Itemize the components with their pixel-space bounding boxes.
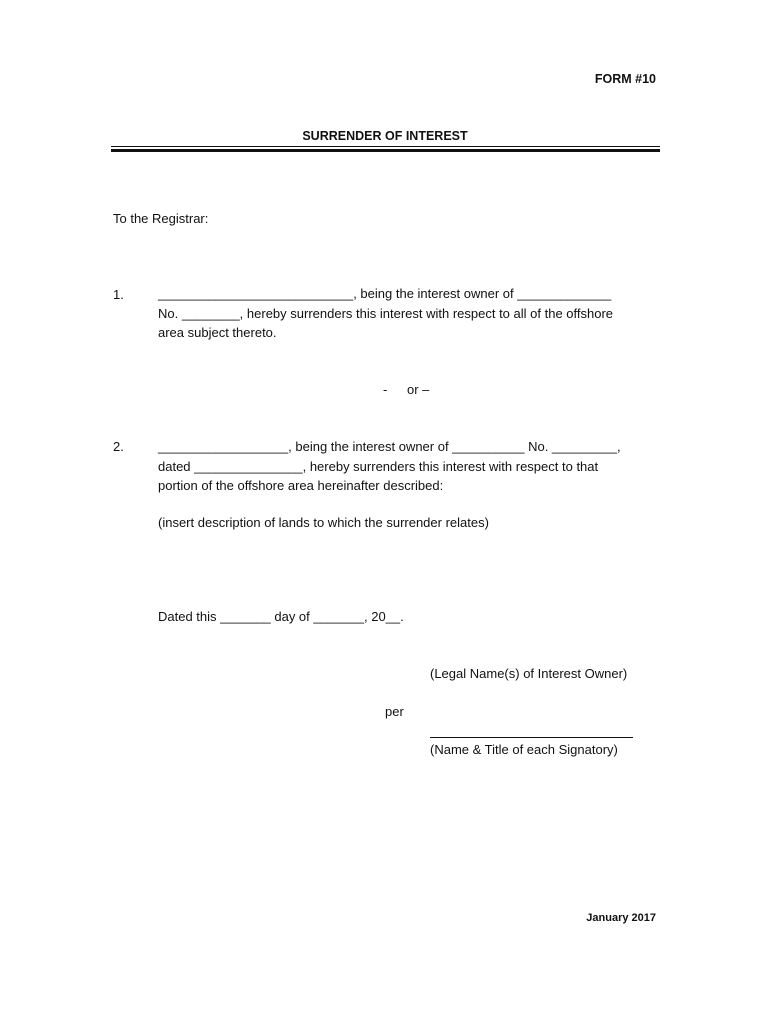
legal-name-caption: (Legal Name(s) of Interest Owner): [430, 666, 628, 681]
title-rule-thin: [111, 146, 660, 147]
option1-number: 1.: [113, 287, 124, 302]
signatory-caption: (Name & Title of each Signatory): [430, 742, 618, 757]
option2-line-2: dated _______________, hereby surrenders this interest with respect to that: [158, 458, 599, 474]
option1-line-2: No. ________, hereby surrenders this interest with respect to all of the offshore: [158, 305, 614, 321]
or-separator: [383, 382, 429, 397]
option1-line-3: area subject thereto.: [158, 325, 277, 340]
option2-line-3: portion of the offshore area hereinafter described:: [158, 478, 444, 493]
or-separator-dash: -: [383, 382, 388, 397]
lands-description-note: (insert description of lands to which the surrender relates): [158, 515, 489, 530]
title-double-rule: [111, 146, 660, 152]
option2-line-1: __________________, being the interest owner of __________ No. _________,: [158, 439, 621, 454]
or-separator-text: or –: [407, 382, 430, 397]
signature-line: [430, 737, 633, 738]
option1-line-1: ___________________________, being the interest owner of _____________: [158, 286, 612, 301]
title-rule-thick: [111, 149, 660, 152]
addressee: To the Registrar:: [113, 211, 209, 226]
dated-line: Dated this _______ day of _______, 20__.: [158, 609, 404, 624]
document-title: SURRENDER OF INTEREST: [302, 129, 468, 143]
option2-number: 2.: [113, 439, 124, 454]
form-number: FORM #10: [594, 72, 656, 86]
footer-date: January 2017: [586, 912, 656, 924]
option2-paragraph: [158, 437, 621, 496]
option1-paragraph: [158, 284, 613, 343]
per-label: per: [385, 704, 404, 719]
